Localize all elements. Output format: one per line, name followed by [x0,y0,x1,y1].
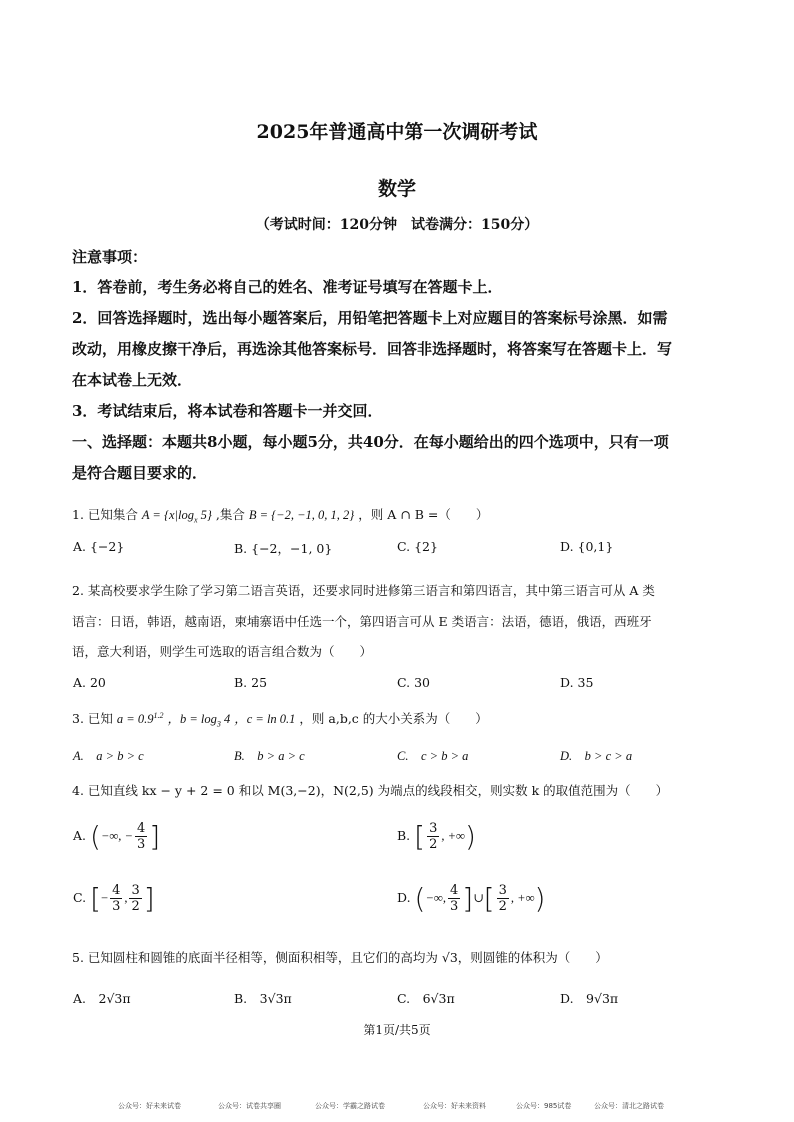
option-label: D. [397,890,411,905]
question-5-option-b[interactable]: B. 3√3π [234,991,292,1006]
option-d-right: , +∞ [510,891,535,905]
page-number: 第1页/共5页 [363,1023,431,1037]
option-b-text: , +∞ [441,829,465,843]
exam-title: 2025年普通高中第一次调研考试 [256,121,538,143]
question-4-option-b[interactable] [397,820,476,853]
left-bracket: [ [483,882,495,915]
question-2-line-1: 2. 某高校要求学生除了学习第二语言英语，还要求同时进修第三语言和第四语言，其中第三语言可从 A 类 [72,583,655,598]
question-5: 5. 已知圆柱和圆锥的底面半径相等，侧面积相等，且它们的高均为 √3，则圆锥的体积为（ ） [72,950,608,965]
watermark-6: 公众号：清北之路试卷 [594,1102,664,1110]
question-3-option-a[interactable]: A. a > b > c [73,749,144,763]
watermark-5: 公众号：985试卷 [516,1102,572,1110]
left-paren: ( [90,820,101,853]
right-paren: ) [464,820,476,853]
watermark-1: 公众号：好未来试卷 [118,1102,181,1110]
question-1-set-a: $A = \{x|\log_x$ 5} [141,508,212,525]
question-3-a: $a = 0.9^{1.2}$ [116,710,164,726]
option-label: B. [397,828,411,843]
question-1-option-b[interactable]: B. {−2，−1, 0} [234,541,333,556]
question-1-option-c[interactable]: C. {2} [397,539,438,554]
question-3-c: ，c = ln 0.1 [234,712,296,726]
question-4-option-d[interactable] [397,882,545,915]
notice-heading: 注意事项： [72,248,148,266]
fraction: $\frac{3}{2}$ [498,883,507,914]
question-3-option-d[interactable]: D. b > c > a [560,749,633,763]
notice-item-3: 3．考试结束后，将本试卷和答题卡一并交回． [72,402,383,420]
subject-title: 数学 [377,178,416,200]
fraction: $\frac{4}{3}$ [449,883,459,914]
right-bracket: ] [149,820,161,853]
exam-meta: （考试时间：120分钟 试卷满分：150分） [255,217,539,233]
right-bracket: ] [462,882,474,915]
right-bracket: ] [143,882,155,915]
question-2-line-3: 语，意大利语，则学生可选取的语言组合数为（ ） [72,644,373,659]
left-bracket: [ [90,882,102,915]
fraction: $\frac{4}{3}$ [136,821,146,852]
question-1-mid: ,集合 [215,507,245,522]
notice-item-2-line-2: 改动，用橡皮擦干净后，再选涂其他答案标号．回答非选择题时，将答案写在答题卡上．写 [72,340,673,358]
watermark-2: 公众号：试卷共享圈 [218,1102,281,1110]
question-3 [72,709,488,729]
notice-item-2-line-3: 在本试卷上无效． [72,371,193,389]
question-5-option-d[interactable]: D. 9√3π [560,991,619,1006]
union-symbol: ∪ [473,891,484,905]
right-paren: ) [534,882,546,915]
question-5-option-c[interactable]: C. 6√3π [397,991,455,1006]
option-label: C. [73,890,87,905]
watermark-3: 公众号：学霸之路试卷 [315,1102,385,1110]
question-3-tail: ，则 a,b,c 的大小关系为（ ） [299,711,488,726]
question-4-option-c[interactable]: C. [− $\frac{4}{3}$ , $\frac{3}{2}$ ] [73,882,155,915]
question-2-option-b[interactable]: B. 25 [234,675,268,690]
question-2-option-c[interactable]: C. 30 [397,675,430,690]
question-1-option-d[interactable]: D. {0,1} [560,539,614,554]
question-1-option-a[interactable]: A. {−2} [73,539,125,554]
question-1-prefix: 1. 已知集合 [72,507,138,522]
question-5-option-a[interactable]: A. 2√3π [73,991,131,1006]
section-heading-line-1: 一、选择题：本题共8小题，每小题5分，共40分．在每小题给出的四个选项中，只有一项 [72,433,669,451]
question-3-option-b[interactable]: B. b > a > c [234,749,305,763]
watermark-4: 公众号：好未来资料 [423,1102,486,1110]
question-3-prefix: 3. 已知 [72,711,113,726]
fraction: $\frac{3}{2}$ [429,821,438,852]
option-a-text: −∞, − [100,829,133,843]
question-1-set-b: B = {−2, −1, 0, 1, 2} [248,508,355,522]
question-3-option-c[interactable]: C. c > b > a [397,749,469,763]
left-paren: ( [414,882,426,915]
question-2-line-2: 语言：日语，韩语，越南语，柬埔寨语中任选一个，第四语言可从 E 类语言：法语，德语，俄语，西班牙 [72,614,652,629]
option-label: A. [73,828,87,843]
question-3-b: ，$b = \log_3 4$ [167,712,231,729]
question-4-option-a[interactable] [73,820,160,853]
notice-item-1: 1．答卷前，考生务必将自己的姓名、准考证号填写在答题卡上． [72,278,503,296]
fraction: $\frac{4}{3}$ [112,883,121,914]
fraction: $\frac{3}{2}$ [131,883,140,914]
question-1 [72,505,488,525]
question-2-option-d[interactable]: D. 35 [560,675,594,690]
left-bracket: [ [414,820,426,853]
option-d-left: −∞, [425,891,446,905]
question-4: 4. 已知直线 kx − y + 2 = 0 和以 M(3,−2)，N(2,5) 为端点的线段相交，则实数 k 的取值范围为（ ） [72,783,669,798]
question-2-option-a[interactable]: A. 20 [73,675,106,690]
notice-item-2-line-1: 2．回答选择题时，选出每小题答案后，用铅笔把答题卡上对应题目的答案标号涂黑．如需 [72,309,668,327]
section-heading-line-2: 是符合题目要求的． [72,464,208,482]
question-1-tail: ，则 A ∩ B =（ ） [358,507,489,522]
